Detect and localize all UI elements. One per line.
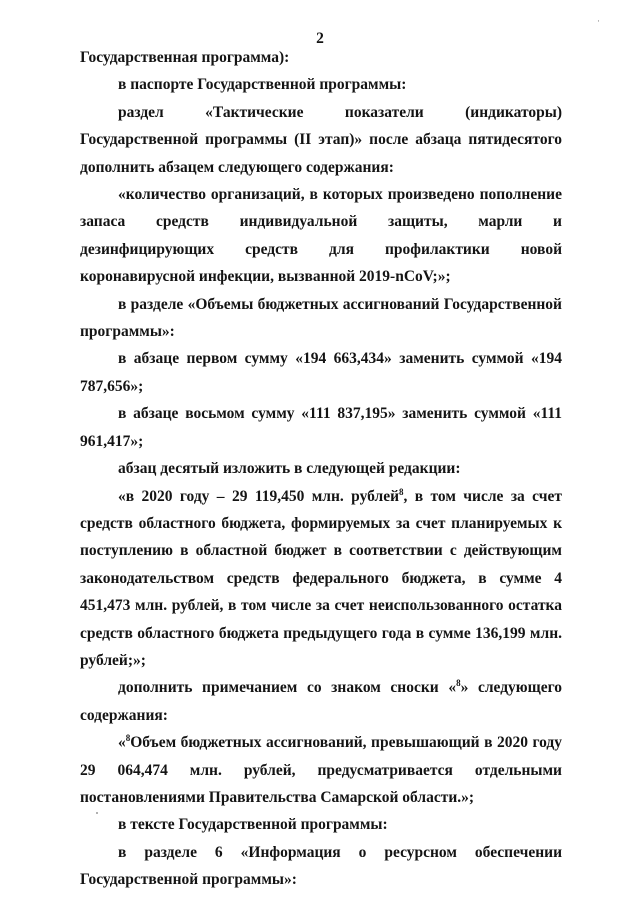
paragraph-quoted-indicator: «количество организаций, в которых произведено пополнение запаса средств индивидуальной защиты, марли и дезинфицирующих средств для профилактики новой коронавирусной инфекции, вызванной 2019-nCoV;»; xyxy=(80,186,562,286)
text-run: , в том числе за счет средств областного бюджета, формируемых за счет планируемых к поступлению в областной бюджет в соответствии с действующим законодательством средств федерального бюджета, в сумме 4 451,473 млн. рублей, в том числе за счет неиспользованного остатка средств областного бюджета предыдущего года в сумме 136,199 млн. рублей;»; xyxy=(80,487,562,669)
scan-mark: · xyxy=(597,16,600,26)
footnote-mark: 8 xyxy=(456,678,461,689)
footnote-mark: 8 xyxy=(399,486,404,497)
scan-speck xyxy=(96,812,98,814)
text-run: » следующего содержания: xyxy=(80,679,562,724)
paragraph-first-sum: в абзаце первом сумму «194 663,434» заменить суммой «194 787,656»; xyxy=(80,350,562,395)
footnote-mark: 8 xyxy=(125,733,131,744)
paragraph-tenth-header: абзац десятый изложить в следующей редакции: xyxy=(118,460,461,478)
page-number: 2 xyxy=(316,30,324,47)
paragraph-tactical-indicators: раздел «Тактические показатели (индикаторы) Государственной программы (II этап)» после абзаца пятидесятого дополнить абзацем следующего содержания: xyxy=(80,103,562,176)
paragraph-footnote-text xyxy=(80,729,562,811)
text-run: дополнить примечанием со знаком сноски « xyxy=(118,679,457,697)
paragraph-section-6: в разделе 6 «Информация о ресурсном обеспечении Государственной программы»: xyxy=(80,843,562,889)
text-run: « xyxy=(118,734,126,752)
document-body xyxy=(80,44,562,894)
paragraph-program-text: в тексте Государственной программы: xyxy=(118,816,388,834)
paragraph-passport: в паспорте Государственной программы: xyxy=(118,76,407,94)
paragraph-continuation: Государственная программа): xyxy=(80,49,290,66)
paragraph-add-footnote xyxy=(80,674,562,729)
text-run: Объем бюджетных ассигнований, превышающий в 2020 году 29 064,474 млн. рублей, предусматривается отдельными постановлениями Правительства Самарской области.»; xyxy=(80,734,562,806)
paragraph-eighth-sum: в абзаце восьмом сумму «111 837,195» заменить суммой «111 961,417»; xyxy=(80,405,562,450)
paragraph-2020-budget xyxy=(80,483,562,675)
paragraph-budget-section: в разделе «Объемы бюджетных ассигнований Государственной программы»: xyxy=(80,295,562,341)
text-run: «в 2020 году – 29 119,450 млн. рублей xyxy=(118,487,399,505)
